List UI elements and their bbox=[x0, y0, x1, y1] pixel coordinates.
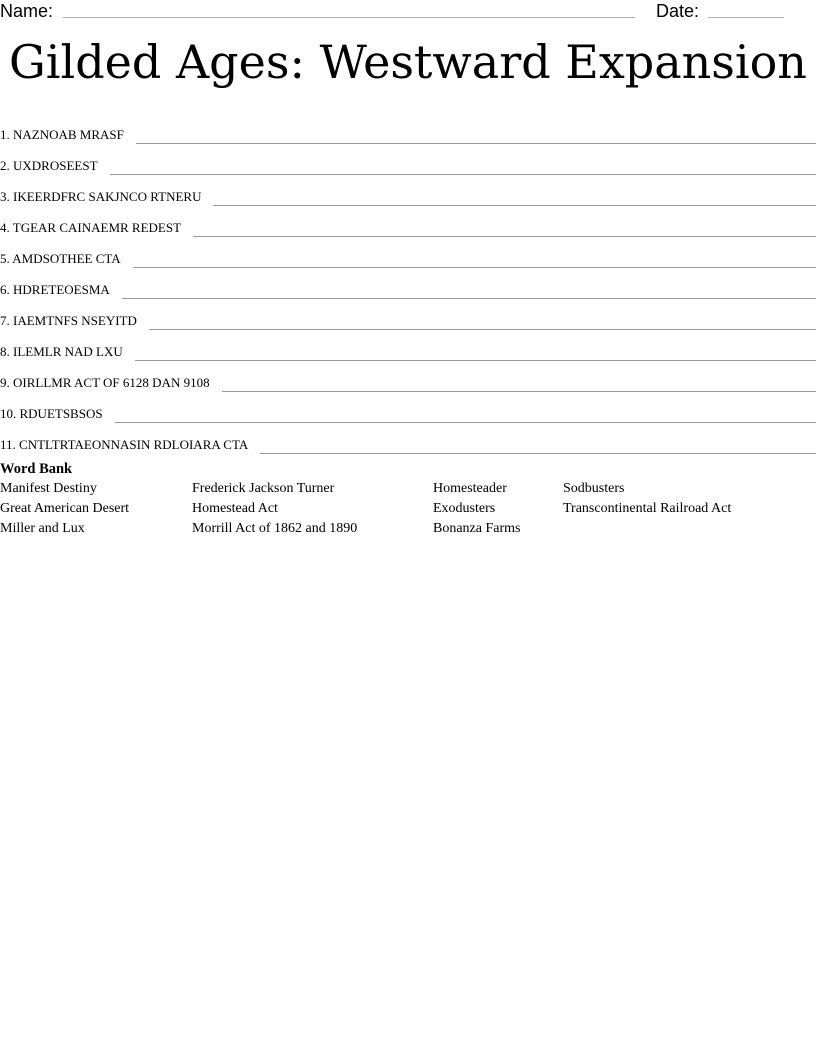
question-text bbox=[0, 437, 248, 453]
question-number: 8. bbox=[0, 344, 10, 359]
question-number: 3. bbox=[0, 189, 10, 204]
question-number: 6. bbox=[0, 282, 10, 297]
question-scramble: ILEMLR NAD LXU bbox=[13, 344, 123, 359]
word-bank-term: Transcontinental Railroad Act bbox=[563, 501, 732, 516]
question-row bbox=[0, 329, 816, 360]
question-text bbox=[0, 375, 210, 391]
word-bank-column bbox=[192, 480, 357, 540]
word-bank-term: Homesteader bbox=[433, 481, 507, 496]
answer-field[interactable] bbox=[136, 129, 816, 144]
worksheet-title: Gilded Ages: Westward Expansion bbox=[9, 35, 807, 89]
question-scramble: AMDSOTHEE CTA bbox=[12, 251, 121, 266]
question-list bbox=[0, 112, 816, 453]
answer-field[interactable] bbox=[122, 284, 816, 299]
word-bank-term: Great American Desert bbox=[0, 501, 130, 516]
name-label: Name: bbox=[0, 1, 54, 21]
question-scramble: HDRETEOESMA bbox=[13, 282, 110, 297]
answer-field[interactable] bbox=[149, 315, 816, 330]
answer-field[interactable] bbox=[193, 222, 816, 237]
question-scramble: OIRLLMR ACT OF 6128 DAN 9108 bbox=[13, 375, 210, 390]
word-bank-term: Homestead Act bbox=[192, 501, 278, 516]
answer-field[interactable] bbox=[135, 346, 816, 361]
question-number: 4. bbox=[0, 220, 10, 235]
word-bank-column bbox=[433, 480, 520, 540]
question-text bbox=[0, 406, 103, 422]
question-row bbox=[0, 112, 816, 143]
question-row bbox=[0, 174, 816, 205]
question-text bbox=[0, 189, 201, 205]
question-scramble: RDUETSBSOS bbox=[19, 406, 103, 421]
question-text bbox=[0, 220, 181, 236]
answer-field[interactable] bbox=[115, 408, 816, 423]
date-label: Date: bbox=[656, 1, 700, 21]
word-bank-term: Morrill Act of 1862 and 1890 bbox=[192, 521, 358, 536]
question-scramble: TGEAR CAINAEMR REDEST bbox=[12, 220, 182, 235]
word-bank-title: Word Bank bbox=[0, 461, 73, 477]
word-bank-term: Exodusters bbox=[433, 501, 496, 516]
answer-field[interactable] bbox=[260, 439, 816, 454]
word-bank-term: Sodbusters bbox=[563, 481, 625, 496]
word-bank-term: Frederick Jackson Turner bbox=[192, 481, 335, 496]
word-bank bbox=[0, 460, 816, 536]
question-scramble: IAEMTNFS NSEYITD bbox=[13, 313, 137, 328]
question-scramble: NAZNOAB MRASF bbox=[13, 127, 124, 142]
word-bank-term: Bonanza Farms bbox=[433, 521, 521, 536]
question-row bbox=[0, 391, 816, 422]
answer-field[interactable] bbox=[110, 160, 816, 175]
answer-field[interactable] bbox=[133, 253, 816, 268]
question-row bbox=[0, 298, 816, 329]
question-row bbox=[0, 267, 816, 298]
question-text bbox=[0, 251, 121, 267]
answer-field[interactable] bbox=[213, 191, 816, 206]
date-field[interactable] bbox=[708, 0, 784, 18]
question-number: 2. bbox=[0, 158, 10, 173]
question-row bbox=[0, 360, 816, 391]
question-scramble: UXDROSEEST bbox=[13, 158, 98, 173]
question-scramble: IKEERDFRC SAKJNCO RTNERU bbox=[13, 189, 202, 204]
word-bank-term: Manifest Destiny bbox=[0, 481, 97, 496]
name-date-header bbox=[0, 0, 816, 24]
question-text bbox=[0, 158, 98, 174]
question-text bbox=[0, 344, 123, 360]
question-number: 7. bbox=[0, 313, 10, 328]
question-text bbox=[0, 282, 110, 298]
question-row bbox=[0, 236, 816, 267]
word-bank-column bbox=[563, 480, 731, 520]
question-number: 10. bbox=[0, 406, 17, 421]
question-row bbox=[0, 143, 816, 174]
question-number: 11. bbox=[0, 437, 16, 452]
question-number: 5. bbox=[0, 251, 10, 266]
question-row bbox=[0, 205, 816, 236]
question-text bbox=[0, 313, 137, 329]
question-scramble: CNTLTRTAEONNASIN RDLOIARA CTA bbox=[19, 437, 249, 452]
name-field[interactable] bbox=[63, 0, 635, 18]
question-row bbox=[0, 422, 816, 453]
answer-field[interactable] bbox=[222, 377, 816, 392]
question-text bbox=[0, 127, 124, 143]
word-bank-term: Miller and Lux bbox=[0, 521, 85, 536]
question-number: 1. bbox=[0, 127, 10, 142]
word-bank-column bbox=[0, 480, 129, 540]
question-number: 9. bbox=[0, 375, 10, 390]
